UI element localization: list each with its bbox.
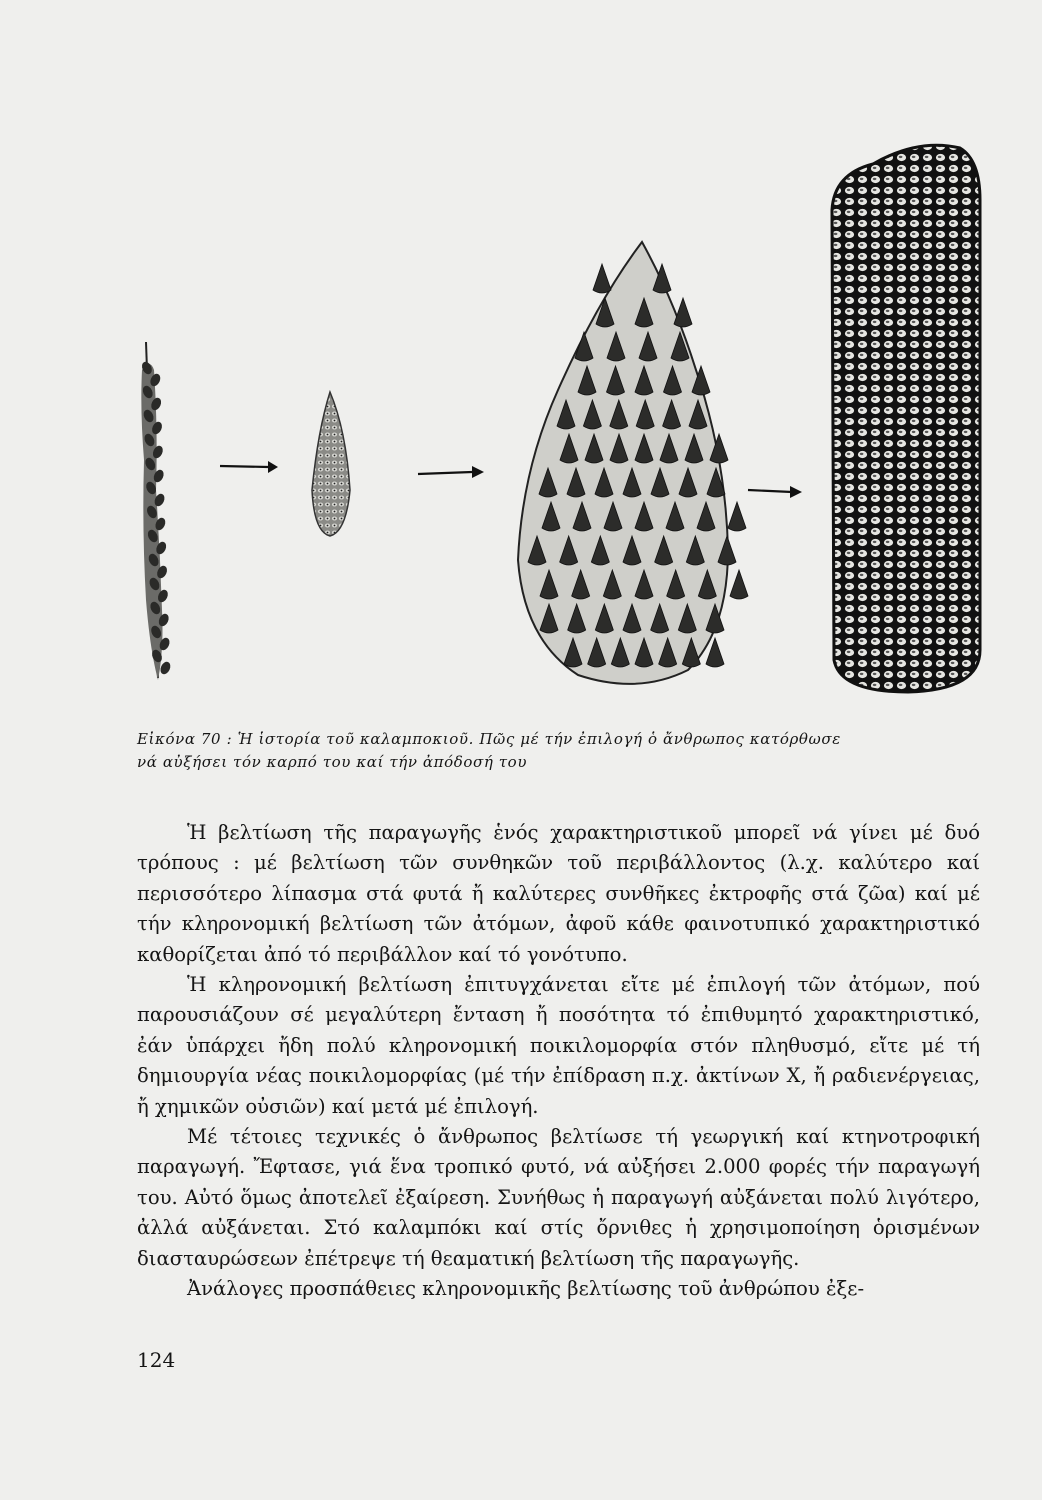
arrow-2 <box>418 466 484 478</box>
husk-scale <box>674 298 692 327</box>
modern-corn-cob <box>828 135 988 700</box>
paragraph-4: Ἀνάλογες προσπάθειες κληρονομικῆς βελτίωσης τοῦ ἀνθρώπου ἐξε- <box>187 1277 865 1301</box>
husked-ear <box>518 242 748 684</box>
caption-line-1: Εἰκόνα 70 : Ἡ ἱστορία τοῦ καλαμποκιοῦ. Πῶς μέ τήν ἐπιλογή ὁ ἄνθρωπος κατόρθωσε <box>137 730 841 748</box>
husk-scale <box>730 570 748 599</box>
arrow-1 <box>220 461 278 473</box>
body-text <box>137 818 980 1305</box>
arrow-3 <box>748 486 802 498</box>
figure-caption <box>137 728 987 774</box>
page-number: 124 <box>137 1348 176 1372</box>
husk-scale <box>728 502 746 531</box>
wild-grass-spike <box>140 342 172 680</box>
caption-line-2: νά αὐξήσει τόν καρπό του καί τήν ἀπόδοσή του <box>137 753 528 771</box>
primitive-cob <box>312 392 350 536</box>
corn-evolution-illustration <box>128 130 988 720</box>
corn-evolution-figure <box>128 130 988 720</box>
husk-scale <box>593 264 611 293</box>
paragraph-3: Μέ τέτοιες τεχνικές ὁ ἄνθρωπος βελτίωσε τή γεωργική καί κτηνοτροφική παραγωγή. Ἔφτασε, γιά ἕνα τροπικό φυτό, νά αὐξήσει 2.000 φορές τήν παραγωγή του. Αὐτό ὅμως ἀποτελεῖ ἐξαίρεση. Συνήθως ἡ παραγωγή αὐξάνεται πολύ λιγότερο, ἀλλά αὐξάνεται. Στό καλαμπόκι καί στίς ὄρνιθες ἡ χρησιμοποίηση ὁρισμένων διασταυρώσεων ἐπέτρεψε τή θεαματική βελτίωση τῆς παραγωγῆς. <box>137 1125 980 1270</box>
paragraph-1: Ἡ βελτίωση τῆς παραγωγῆς ἑνός χαρακτηριστικοῦ μπορεῖ νά γίνει μέ δυό τρόπους : μέ βελτίωση τῶν συνθηκῶν τοῦ περιβάλλοντος (λ.χ. καλύτερο καί περισσότερο λίπασμα στά φυτά ἤ καλύτερες συνθῆκες ἐκτροφῆς στά ζῶα) καί μέ τήν κληρονομική βελτίωση τῶν ἀτόμων, ἀφοῦ κάθε φαινοτυπικό χαρακτηριστικό καθορίζεται ἀπό τό περιβάλλον καί τό γονότυπο. <box>137 821 980 966</box>
paragraph-2: Ἡ κληρονομική βελτίωση ἐπιτυγχάνεται εἴτε μέ ἐπιλογή τῶν ἀτόμων, πού παρουσιάζουν σέ μεγαλύτερη ἔνταση ἤ ποσότητα τό ἐπιθυμητό χαρακτηριστικό, ἐάν ὑπάρχει ἤδη πολύ κληρονομική ποικιλομορφία στόν πληθυσμό, εἴτε μέ τή δημιουργία νέας ποικιλομορφίας (μέ τήν ἐπίδραση π.χ. ἀκτίνων Χ, ἤ ραδιενέργειας, ἤ χημικῶν οὐσιῶν) καί μετά μέ ἐπιλογή. <box>137 973 980 1118</box>
